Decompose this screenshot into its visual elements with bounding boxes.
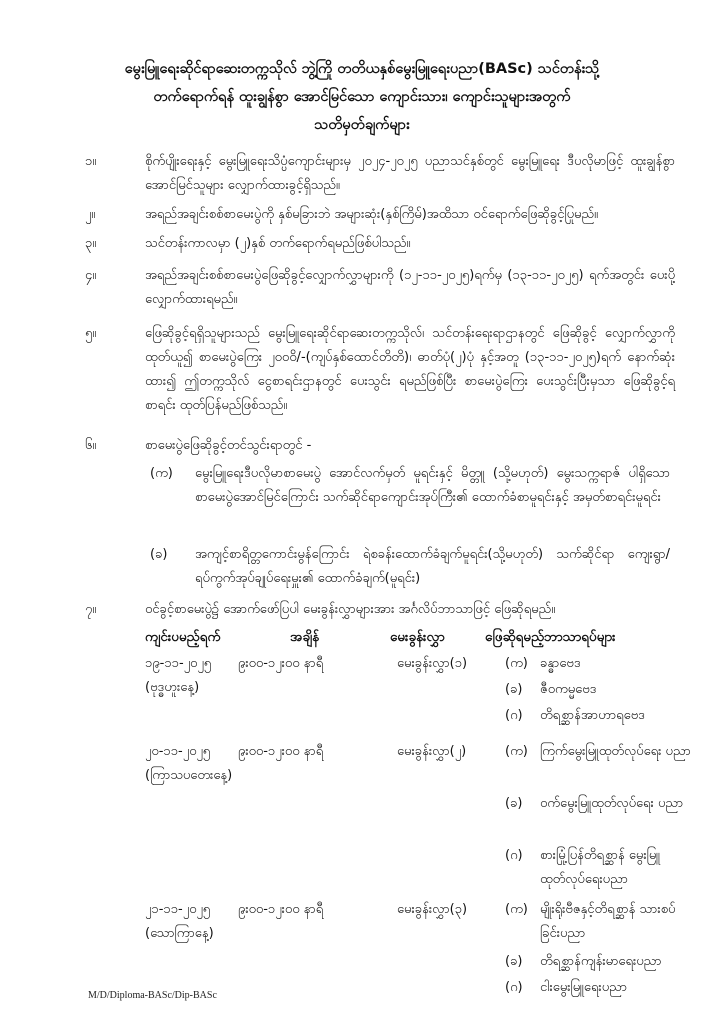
subject-name: ဝက်မွေးမြူထုတ်လုပ်ရေး ပညာ bbox=[540, 796, 684, 811]
subject-name: စားမြုံ့ပြန်တိရစ္ဆာန် မွေးမြူထုတ်လုပ်ရေးပညာ bbox=[540, 848, 661, 887]
document-title bbox=[60, 55, 664, 139]
item-number: ၇။ bbox=[85, 602, 97, 617]
item-number: ၄။ bbox=[85, 268, 97, 283]
row-time: ၉း၀၀-၁၂း၀၀ နာရီ bbox=[238, 744, 324, 759]
subject-number: (ဂ) bbox=[505, 980, 523, 995]
item-text: သင်တန်းကာလမှာ (၂)နှစ် တက်ရောက်ရမည်ဖြစ်ပါသည်။ bbox=[145, 236, 411, 251]
item-number: ၅။ bbox=[85, 326, 97, 341]
subitem-text: မွေးမြူရေးဒီပလိုမာစာမေးပွဲ အောင်လက်မှတ် မူရင်းနှင့် မိတ္တူ (သို့မဟုတ်) မွေးသက္ကရာဇ် ပါရှိသော စာမေးပွဲအောင်မြင်ကြောင်း သက်ဆိုင်ရာကျောင်းအုပ်ကြီး၏ ထောက်ခံစာမူရင်းနှင့် အမှတ်စာရင်းမူရင်း bbox=[195, 466, 670, 505]
item-text: အရည်အချင်းစစ်စာမေးပွဲကို နှစ်မခြားဘဲ အများဆုံး(နှစ်ကြိမ်)အထိသာ ဝင်ရောက်ဖြေဆိုခွင့်ပြုမည်။ bbox=[145, 207, 598, 222]
title-line-1: မွေးမြူရေးဆိုင်ရာဆေးတက္ကသိုလ် ဘွဲ့ကြို တတိယနှစ်မွေးမြူရေးပညာ(BASc) သင်တန်းသို့ bbox=[124, 61, 600, 77]
item-text: ဖြေဆိုခွင့်ရရှိသူများသည် မွေးမြူရေးဆိုင်ရာဆေးတက္ကသိုလ်၊ သင်တန်းရေးရာဌာနတွင် ဖြေဆိုခွင့် လျှောက်လွှာကို ထုတ်ယူ၍ စာမေးပွဲကြေး ၂၀၀၀ိ/-(ကျပ်နှစ်ထောင်တိတိ)၊ ဓာတ်ပုံ(၂)ပုံ နှင့်အတူ (၁၃-၁၁-၂၀၂၅)ရက် နောက်ဆုံးထား၍ ဤတက္ကသိုလ် ငွေစာရင်းဌာနတွင် ပေးသွင်း ရမည်ဖြစ်ပြီး စာမေးပွဲကြေး ပေးသွင်းပြီးမှသာ ဖြေဆိုခွင့်ရစာရင်း ထုတ်ပြန်မည်ဖြစ်သည်။ bbox=[145, 326, 675, 413]
subject-name: တိရစ္ဆာန်အာဟာရဗေဒ bbox=[540, 708, 645, 723]
item-2 bbox=[85, 203, 675, 227]
row-day: (ဗုဒ္ဓဟူးနေ့) bbox=[145, 680, 200, 695]
title-line-3: သတိမှတ်ချက်များ bbox=[314, 117, 410, 133]
item-4 bbox=[85, 264, 675, 312]
subject-number: (က) bbox=[505, 902, 528, 917]
item-1 bbox=[85, 150, 675, 198]
subitem-number: (က) bbox=[150, 466, 173, 481]
item-text: စာမေးပွဲဖြေဆိုခွင့်တင်သွင်းရာတွင် - bbox=[145, 438, 312, 453]
row-paper: မေးခွန်းလွှာ(၃) bbox=[397, 902, 468, 917]
item-number: ၁။ bbox=[85, 154, 97, 169]
subject-name: ငါးမွေးမြူရေးပညာ bbox=[540, 980, 628, 995]
subject-number: (ခ) bbox=[505, 954, 523, 969]
title-line-2: တက်ရောက်ရန် ထူးချွန်စွာ အောင်မြင်သော ကျောင်းသား၊ ကျောင်းသူများအတွက် bbox=[153, 89, 571, 105]
row-date: ၁၉-၁၁-၂၀၂၅ bbox=[145, 656, 212, 671]
subitem-kha bbox=[150, 543, 670, 591]
subitem-text: အကျင့်စာရိတ္တကောင်းမွန်ကြောင်း ရဲစခန်းထောက်ခံချက်မူရင်း(သို့မဟုတ်) သက်ဆိုင်ရာ ကျေးရွာ/ရပ်ကွက်အုပ်ချုပ်ရေးမှူး၏ ထောက်ခံချက်(မူရင်း) bbox=[195, 547, 670, 586]
header-paper: မေးခွန်းလွှာ bbox=[390, 629, 445, 645]
subject-number: (က) bbox=[505, 744, 528, 759]
subject-number: (ခ) bbox=[505, 796, 523, 811]
header-date: ကျင်းပမည့်ရက် bbox=[145, 629, 221, 645]
subitem-ka bbox=[150, 462, 670, 510]
row-paper: မေးခွန်းလွှာ(၁) bbox=[397, 656, 468, 671]
footer-reference: M/D/Diploma-BASc/Dip-BASc bbox=[88, 990, 217, 1001]
item-7 bbox=[85, 598, 675, 622]
subject-number: (က) bbox=[505, 656, 528, 671]
item-6 bbox=[85, 434, 675, 458]
subitem-number: (ခ) bbox=[150, 547, 168, 562]
item-text: အရည်အချင်းစစ်စာမေးပွဲဖြေဆိုခွင့်လျှောက်လွှာများကို (၁၂-၁၁-၂၀၂၅)ရက်မှ (၁၃-၁၁-၂၀၂၅) ရက်အတွင်း ပေးပို့လျှောက်ထားရမည်။ bbox=[145, 268, 675, 307]
item-3 bbox=[85, 232, 675, 256]
row-day: (သောကြာနေ့) bbox=[145, 926, 214, 941]
item-5 bbox=[85, 322, 675, 418]
subject-name: ခန္ဓာဗေဒ bbox=[540, 656, 581, 671]
subject-number: (ဂ) bbox=[505, 848, 523, 863]
subject-name: မျိုးရိုးဗီဇနှင့်တိရစ္ဆာန် သားစပ်ခြင်းပညာ bbox=[540, 902, 676, 941]
subject-number: (ဂ) bbox=[505, 708, 523, 723]
item-text: စိုက်ပျိုးရေးနှင့် မွေးမြူရေးသိပ္ပံကျောင်းများမှ ၂၀၂၄-၂၀၂၅ ပညာသင်နှစ်တွင် မွေးမြူရေး ဒီပလိုမာဖြင့် ထူးချွန်စွာ အောင်မြင်သူများ လျှောက်ထားခွင့်ရှိသည်။ bbox=[145, 154, 675, 193]
item-number: ၂။ bbox=[85, 207, 96, 222]
row-date: ၂၀-၁၁-၂၀၂၅ bbox=[145, 744, 211, 759]
row-date: ၂၁-၁၁-၂၀၂၅ bbox=[145, 902, 211, 917]
header-time: အချိန် bbox=[290, 629, 320, 645]
row-day: (ကြာသပတေးနေ့) bbox=[145, 768, 233, 783]
row-paper: မေးခွန်းလွှာ(၂) bbox=[397, 744, 467, 759]
subject-name: ဇီဝကမ္မဗေဒ bbox=[540, 682, 597, 697]
item-number: ၃။ bbox=[85, 236, 97, 251]
subject-number: (ခ) bbox=[505, 682, 523, 697]
item-number: ၆။ bbox=[85, 438, 97, 453]
row-time: ၉း၀၀-၁၂း၀၀ နာရီ bbox=[238, 656, 324, 671]
subject-name: တိရစ္ဆာန်ကျန်းမာရေးပညာ bbox=[540, 954, 662, 969]
header-subjects: ဖြေဆိုရမည့်ဘာသာရပ်များ bbox=[485, 629, 616, 645]
item-text: ဝင်ခွင့်စာမေးပွဲ၌ အောက်ဖော်ပြပါ မေးခွန်းလွှာများအား အင်္ဂလိပ်ဘာသာဖြင့် ဖြေဆိုရမည်။ bbox=[145, 602, 556, 617]
subject-name: ကြက်မွေးမြူထုတ်လုပ်ရေး ပညာ bbox=[540, 744, 691, 759]
row-time: ၉း၀၀-၁၂း၀၀ နာရီ bbox=[238, 902, 324, 917]
